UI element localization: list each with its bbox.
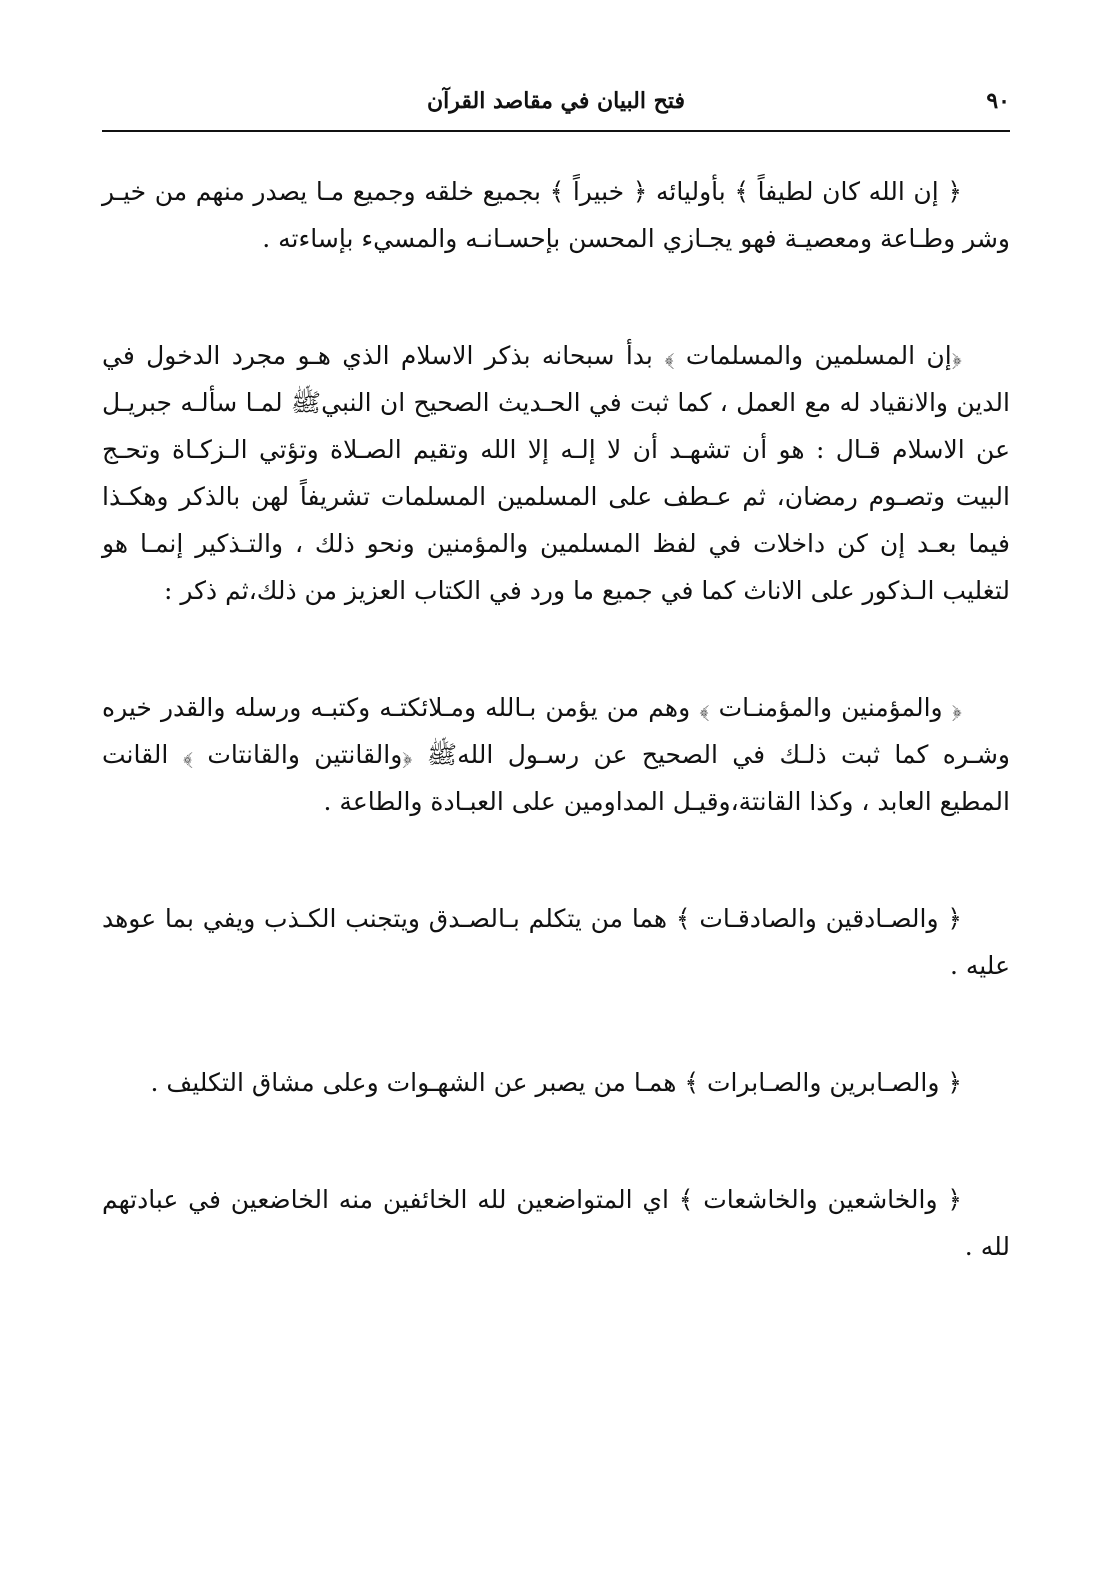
- paragraph: ﴿ والخاشعين والخاشعات ﴾ اي المتواضعين لله الخائفين منه الخاضعين في عبادتهم لله .: [102, 1185, 1010, 1261]
- paragraph: ﴿ إن الله كان لطيفاً ﴾ بأوليائه ﴿ خبيراً ﴾ بجميع خلقه وجميع مـا يصدر منهم من خيـر وشر وطـاعة ومعصيـة فهو يجـازي المحسن بإحسـانـه والمسيء بإساءته .: [102, 177, 1010, 253]
- paragraph: ﴿ والصـابرين والصـابرات ﴾ همـا من يصبر عن الشهـوات وعلى مشاق التكليف .: [150, 1068, 962, 1097]
- page-number: ٩٠: [986, 88, 1010, 114]
- page-header: [102, 88, 1010, 128]
- header-rule: [102, 130, 1010, 132]
- paragraph: ﴿ والمؤمنين والمؤمنـات ﴾ وهم من يؤمن بـالله ومـلائكتـه وكتبـه ورسله والقدر خيره وشـره كما ثبت ذلـك في الصحيح عن رسـول اللهﷺ ﴿والقانتين والقانتات ﴾ القانت المطيع العابد ، وكذا القانتة،وقيـل المداومين على العبـادة والطاعة .: [102, 693, 1010, 816]
- paragraph: ﴿إن المسلمين والمسلمات ﴾ بدأ سبحانه بذكر الاسلام الذي هـو مجرد الدخول في الدين والانقياد له مع العمل ، كما ثبت في الحـديث الصحيح ان النبيﷺ لمـا سألـه جبريـل عن الاسلام قـال : هو أن تشهـد أن لا إلـه إلا الله وتقيم الصـلاة وتؤتي الـزكـاة وتحـج البيت وتصـوم رمضان، ثم عـطف على المسلمين المسلمات تشريفاً لهن بالذكر وهكـذا فيما بعـد إن كن داخلات في لفظ المسلمين والمؤمنين ونحو ذلك ، والتـذكير إنمـا هو لتغليب الـذكور على الاناث كما في جميع ما ورد في الكتاب العزيز من ذلك،ثم ذكر :: [102, 341, 1010, 605]
- page-body: [102, 168, 1010, 1270]
- running-title: فتح البيان في مقاصد القرآن: [427, 88, 685, 114]
- paragraph: ﴿ والصـادقين والصادقـات ﴾ هما من يتكلم بـالصـدق ويتجنب الكـذب ويفي بما عوهد عليه .: [102, 904, 1010, 980]
